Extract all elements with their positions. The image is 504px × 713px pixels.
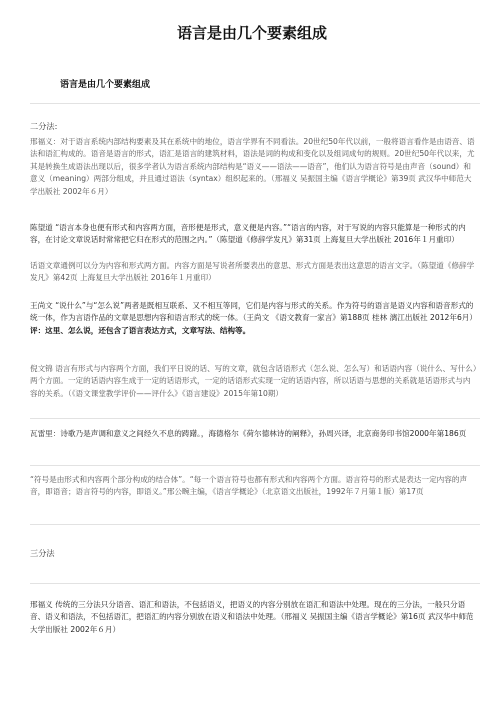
paragraph-ni-wenjin: 倪文锦 语言有形式与内容两个方面，我们平日说的话、写的文章，就包含话语形式（怎么说、怎么写）和话语内容（说什么、写什么）两个方面。一定的话语内容生成于一定的话语形式，一定的话语形式实现一定的话语内容，所以话语与思想的关系就是话语形式与内容的关系。（《语文课堂教学评价——评什么》《语言建设》2015年第10期） <box>30 364 477 398</box>
divider <box>30 583 480 584</box>
paragraph-three-part: 邢福义 传统的三分法只分语音、语汇和语法，不包括语义，把语义的内容分别放在语汇和语法中处理。现在的三分法，一般只分语音、语义和语法，不包括语汇，把语汇的内容分别放在语义和语法中处理。（邢福义 吴振国主编《语言学概论》第16页 武汉华中师范大学出版社 2002年６月） <box>30 600 474 634</box>
section-heading-two-part: 二分法: <box>30 121 58 131</box>
document-subtitle: 语言是由几个要素组成 <box>60 80 151 90</box>
paragraph-xing-fuyi: 邢福义：对于语言系统内部结构要素及其在系统中的地位，语言学界有不同看法。20世纪50年代以前，一般将语言看作是由语音、语法和语汇构成的。语音是语言的形式，语汇是语言的建筑材料，语法是词的构成和变化以及组词成句的规则。20世纪50年代以来，尤其是转换生成语法出现以后，很多学者认为语言系统内部结构是“语义——语法——语音”，他们认为语言符号是由声音（sound）和意义（meaning）两部分组成，并且通过语法（syntax）组织起来的。（邢福义 吴振国主编《语言学概论》第39页 武汉华中师范大学出版社 2002年６月） <box>30 137 475 196</box>
paragraph-chen-wangdao-2: 话语文章通例可以分为内容和形式两方面。内容方面是写说者所要表出的意思、形式方面是表出这意思的语言文字。（陈望道《修辞学发凡》第42页 上海复旦大学出版社 2016年１月重印） <box>30 261 475 283</box>
paragraph-wang-shangwen <box>30 300 478 337</box>
paragraph-sign-definition: “符号是由形式和内容两个部分构成的结合体”。“每一个语言符号也都有形式和内容两个方面。语言符号的形式是表达一定内容的声音，即语音；语言符号的内容，即语义。”邢公畹主编，《语言学概论》（北京语文出版社，1992年７月第１版）第17页 <box>30 475 468 497</box>
page-title: 语言是由几个要素组成 <box>176 24 327 42</box>
section-heading-three-part: 三分法 <box>30 548 55 558</box>
quote-wang-shangwen: 王尚文 “说什么”与“怎么说”两者是既相互联系、又不相互等同，它们是内容与形式的关系。作为符号的语言是语义内容和语音形式的统一体，作为言语作品的文章是思想内容和语言形式的统一体。（王尚文 《语文教育一家言》第188页 桂林 漓江出版社 2012年6月） <box>30 301 477 323</box>
paragraph-valery: 瓦雷里：诗歌乃是声调和意义之间经久不息的踌躇。，海德格尔《荷尔德林诗的阐释》，孙周兴译，北京商务印书馆2000年第186页 <box>30 429 467 438</box>
divider <box>30 465 480 466</box>
divider <box>30 524 480 525</box>
paragraph-chen-wangdao-1: 陈望道 “语言本身也便有形式和内容两方面，音形便是形式，意义便是内容。”“语言的内容，对于写说的内容只能算是一种形式的内容，在讨论文章说话时常常把它归在形式的范围之内。”（陈望道《修辞学发凡》第31页 上海复旦大学出版社 2016年１月重印） <box>30 223 466 245</box>
divider <box>30 103 480 104</box>
comment-text: 评：这里、怎么说，还包含了语言表达方式，文章写法、结构等。 <box>30 325 251 335</box>
divider <box>30 418 480 419</box>
